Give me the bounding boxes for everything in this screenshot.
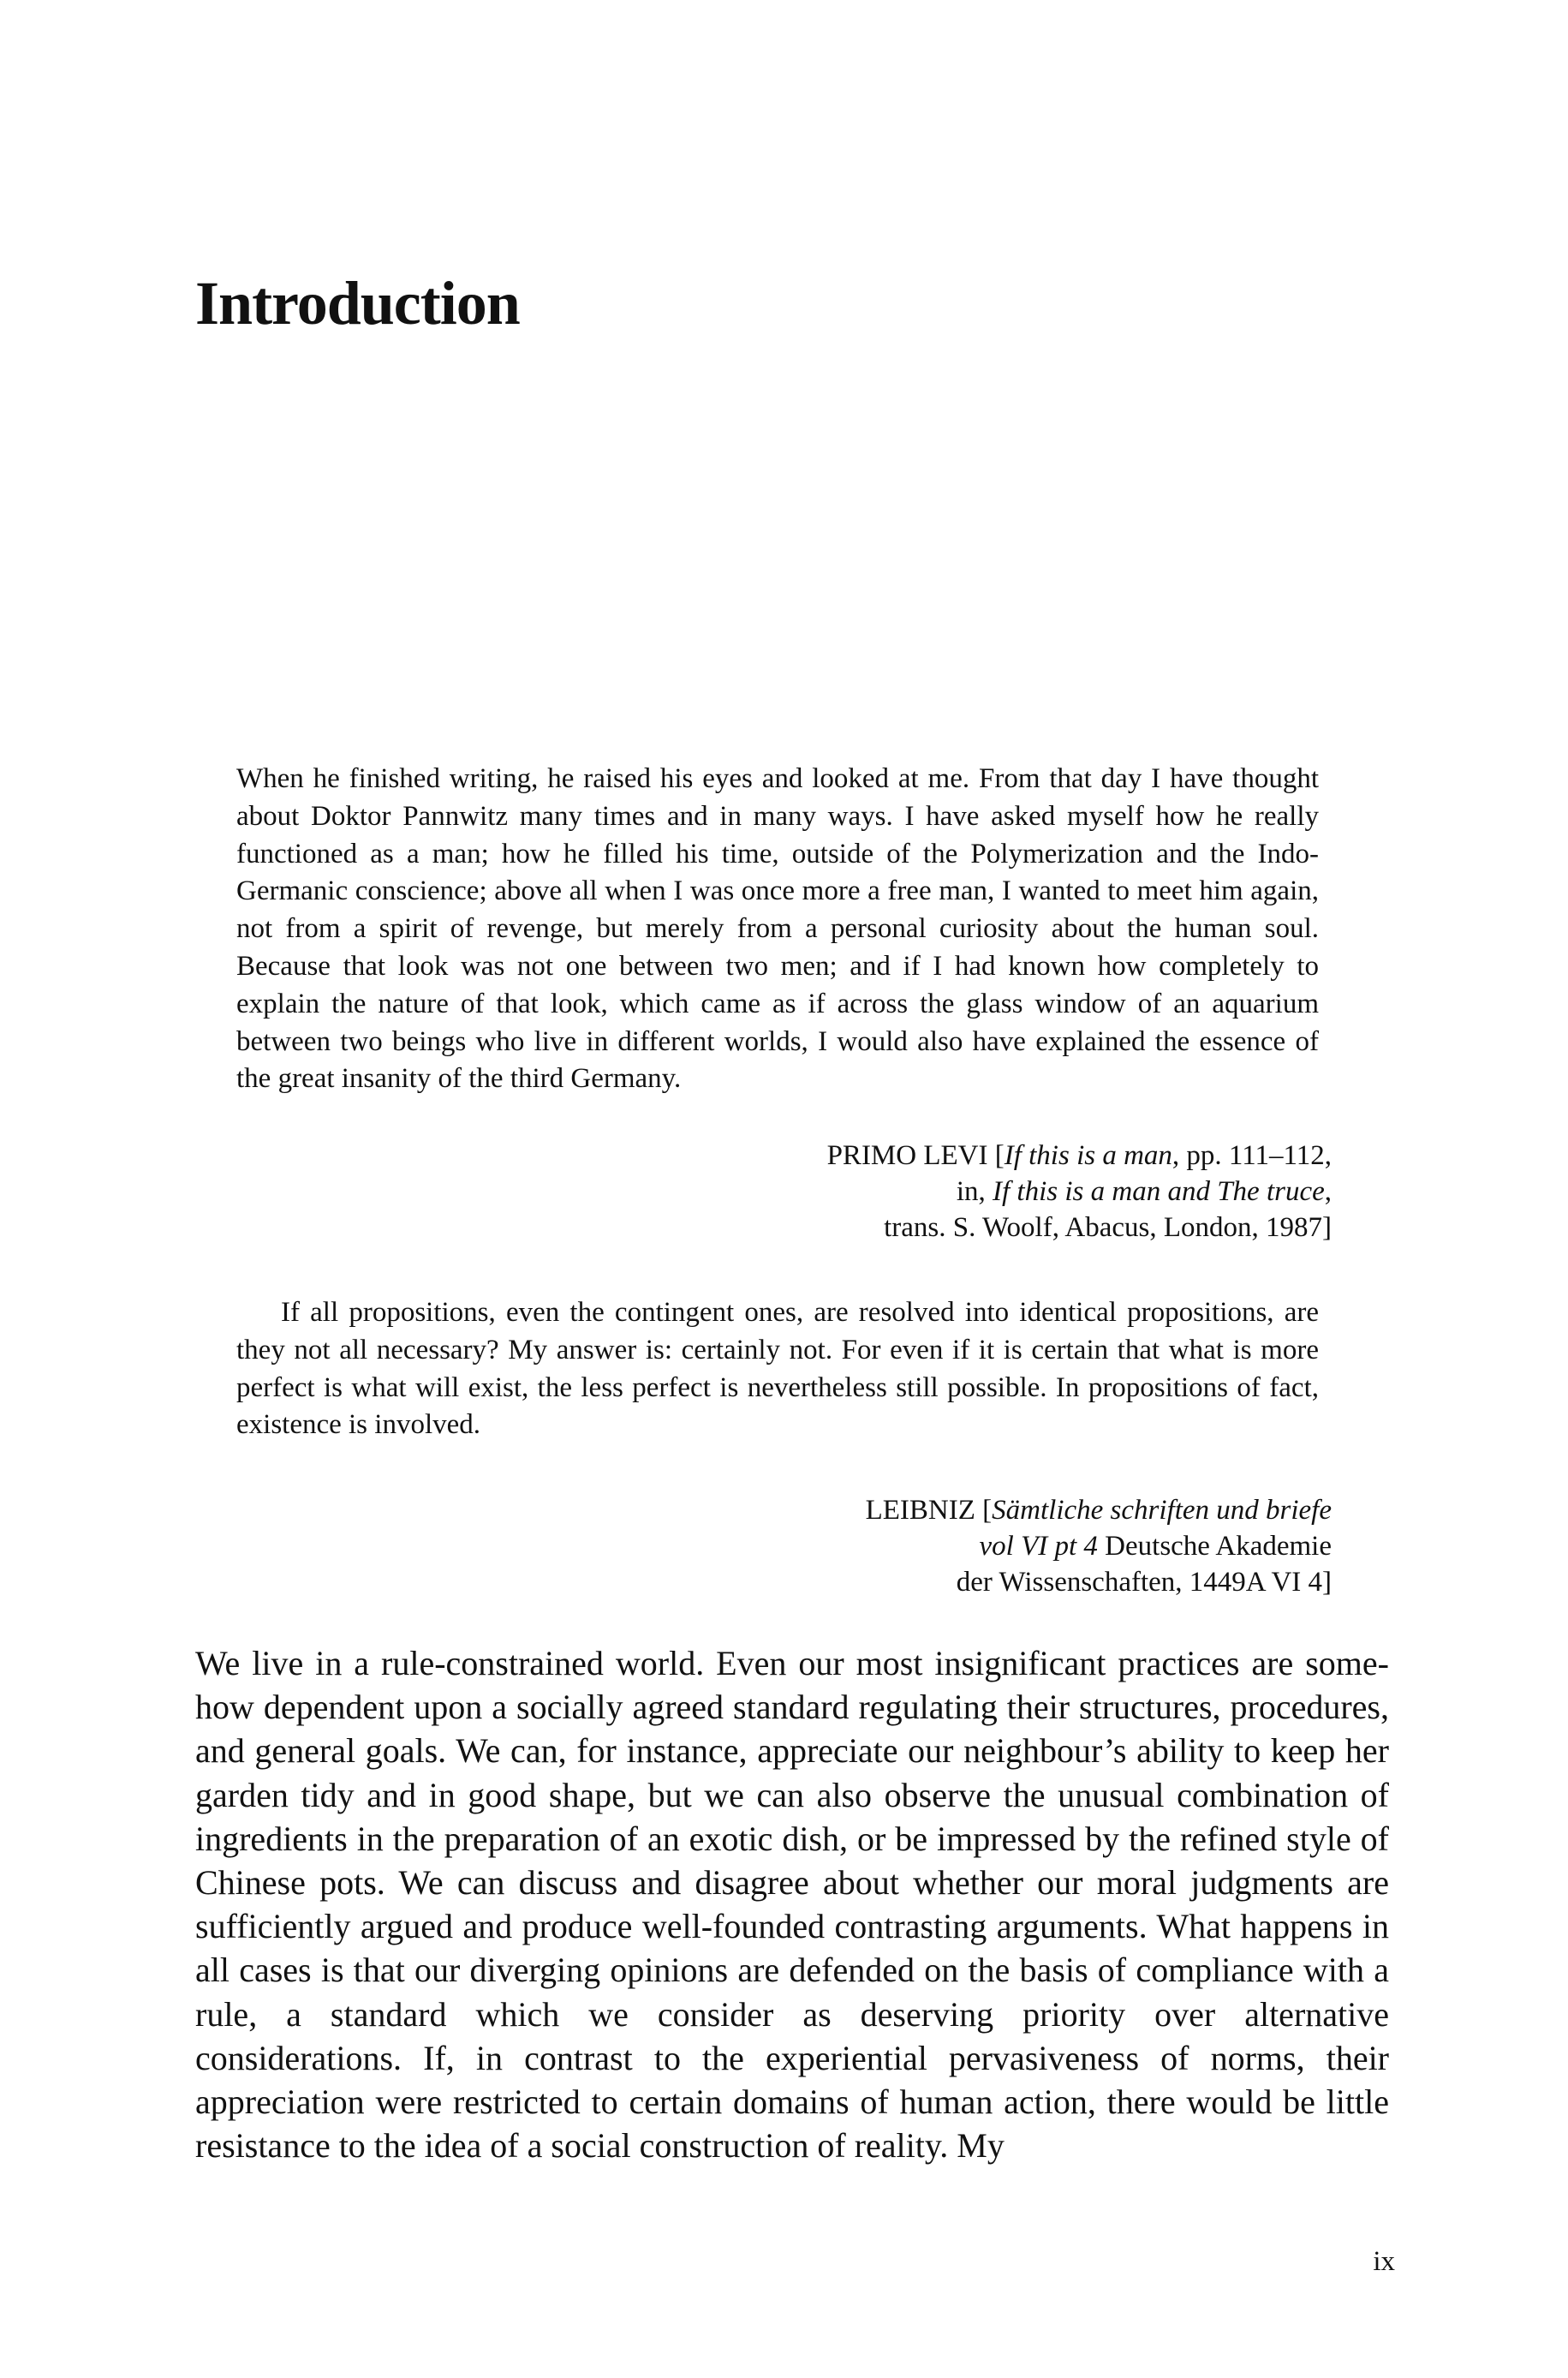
attribution-line: LEIBNIZ [Sämtliche schriften und briefe (865, 1495, 1332, 1526)
epigraph-text: If all propositions, even the contingent ones, are resolved into identical propositions, are they not all necessary? My answer is: certainly not. For even if it is certain that what is more perfect is what will exist, the less perfect is nevertheless still possible. In propositions of fact, existence is involved. (236, 1297, 1319, 1441)
chapter-title: Introduction (195, 269, 520, 338)
attribution-line: der Wissenschaften, 1449A VI 4] (956, 1567, 1332, 1598)
epigraph-text: When he finished writing, he raised his eyes and looked at me. From that day I have thought about Doktor Pannwitz many times and in many ways. I have asked myself how he really functioned as a man; how he filled his time, outside of the Polymerization and the Indo-Germanic conscience; above all when I was once more a free man, I wanted to meet him again, not from a spirit of revenge, but merely from a personal curiosity about the human soul. Because that look was not one between two men; and if I had known how completely to explain the nature of that look, which came as if across the glass window of an aquarium between two beings who live in different worlds, I would also have explained the essence of the great insanity of the third Germany. (236, 763, 1319, 1095)
attribution-line: trans. S. Woolf, Abacus, London, 1987] (884, 1212, 1332, 1243)
attribution-levi (827, 1138, 1332, 1246)
attribution-line: in, If this is a man and The truce, (956, 1176, 1332, 1207)
attribution-leibniz (866, 1492, 1332, 1600)
epigraph-leibniz (236, 1294, 1319, 1444)
body-paragraph: We live in a rule-constrained world. Even our most insignificant practices are somehow dependent upon a socially agreed standard regulating their structures, procedures, and general goals. We can, for instance, appreciate our neighbour’s ability to keep her garden tidy and in good shape, but we can also observe the unusual combination of ingredients in the preparation of an exotic dish, or be impressed by the refined style of Chinese pots. We can discuss and disagree about whether our moral judgments are sufficiently argued and produce well-founded contrasting arguments. What happens in all cases is that our diverging opinions are defended on the basis of compliance with a rule, a standard which we consider as deserving priority over alternative considerations. If, in contrast to the experiential pervasiveness of norms, their appreciation were restricted to certain domains of human action, there would be little resistance to the idea of a social construction of reality. My (195, 1644, 1389, 2166)
attribution-line: PRIMO LEVI [If this is a man, pp. 111–112, (826, 1140, 1332, 1171)
attribution-line: vol VI pt 4 Deutsche Akademie (979, 1531, 1332, 1562)
epigraph-levi (236, 761, 1319, 1098)
page-number: ix (1373, 2246, 1395, 2277)
